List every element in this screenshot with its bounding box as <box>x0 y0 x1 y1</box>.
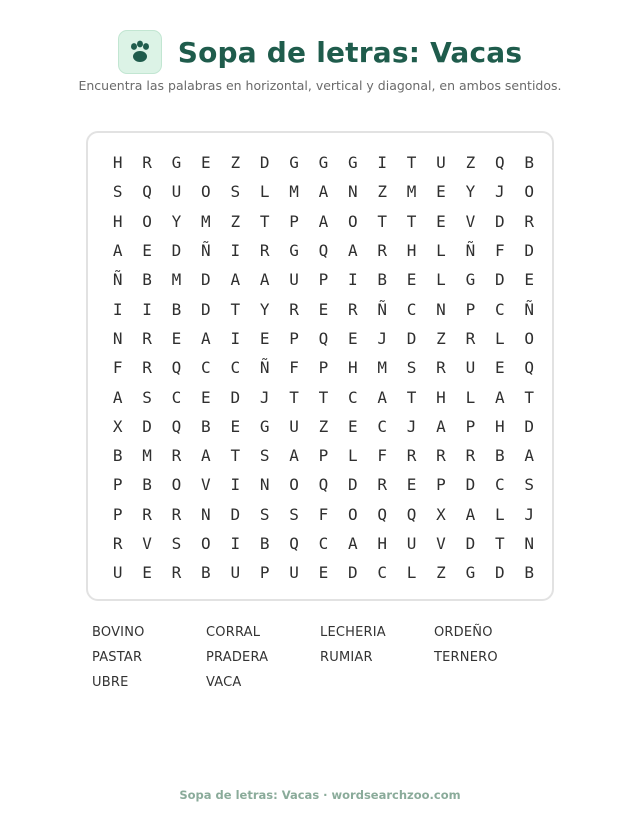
grid-cell[interactable]: A <box>377 387 388 407</box>
grid-cell[interactable]: Y <box>259 299 270 319</box>
grid-cell[interactable]: P <box>318 270 329 290</box>
puzzle-grid-box <box>86 131 554 601</box>
grid-cell[interactable]: A <box>259 270 270 290</box>
grid-cell[interactable]: P <box>318 446 329 466</box>
grid-cell[interactable]: V <box>201 475 211 495</box>
grid-cell[interactable]: D <box>201 299 211 319</box>
grid-cell[interactable]: C <box>201 358 211 378</box>
grid-cell[interactable]: J <box>259 387 270 407</box>
grid-cell[interactable]: B <box>201 416 211 436</box>
header <box>0 28 640 76</box>
grid-cell[interactable]: P <box>318 358 329 378</box>
grid-cell[interactable]: E <box>348 416 358 436</box>
grid-cell[interactable]: R <box>465 328 476 348</box>
grid-cell[interactable]: I <box>230 475 241 495</box>
grid-cell[interactable]: L <box>348 446 358 466</box>
grid-cell[interactable]: T <box>406 211 417 231</box>
grid-cell[interactable]: N <box>524 534 534 553</box>
grid-cell[interactable]: M <box>201 211 211 231</box>
grid-cell[interactable]: Z <box>230 153 241 173</box>
grid-cell[interactable]: R <box>524 211 534 231</box>
grid-cell[interactable]: T <box>289 387 299 407</box>
grid-cell[interactable]: U <box>171 182 182 202</box>
grid-cell[interactable]: G <box>348 153 358 173</box>
grid-cell[interactable]: P <box>289 328 299 348</box>
paw-icon <box>127 40 153 64</box>
grid-cell[interactable]: N <box>348 182 358 202</box>
grid-cell[interactable]: C <box>406 299 417 319</box>
grid-cell[interactable]: I <box>230 534 241 553</box>
word-list-item: VACA <box>206 675 242 690</box>
grid-cell[interactable]: E <box>201 153 211 173</box>
grid-cell[interactable]: D <box>494 563 505 583</box>
grid-cell[interactable]: A <box>436 416 446 436</box>
grid-cell[interactable]: C <box>494 475 505 495</box>
grid-cell[interactable]: R <box>436 358 446 378</box>
grid-cell[interactable]: B <box>524 153 534 173</box>
grid-cell[interactable]: I <box>230 328 241 348</box>
grid-cell[interactable]: A <box>318 182 329 202</box>
grid-cell[interactable]: M <box>171 270 182 290</box>
grid-cell[interactable]: P <box>289 211 299 231</box>
grid-cell[interactable]: E <box>406 475 417 495</box>
grid-cell[interactable]: R <box>406 446 417 466</box>
grid-cell[interactable]: D <box>494 270 505 290</box>
grid-cell[interactable]: I <box>377 153 388 173</box>
grid-cell[interactable]: L <box>494 328 505 348</box>
grid-cell[interactable]: D <box>524 241 534 261</box>
grid-cell[interactable]: O <box>171 475 182 495</box>
grid-cell[interactable]: C <box>318 534 329 553</box>
logo <box>118 30 162 74</box>
word-list-item: TERNERO <box>434 650 498 665</box>
grid-cell[interactable]: R <box>289 299 299 319</box>
grid-cell[interactable]: D <box>201 270 211 290</box>
grid-cell[interactable]: S <box>524 475 534 495</box>
grid-cell[interactable]: P <box>465 299 476 319</box>
grid-cell[interactable]: V <box>142 534 152 553</box>
grid-cell[interactable]: F <box>377 446 388 466</box>
grid-cell[interactable]: H <box>112 153 123 173</box>
word-list-item: ORDEÑO <box>434 625 493 640</box>
grid-cell[interactable]: S <box>142 387 152 407</box>
grid-cell[interactable]: U <box>465 358 476 378</box>
grid-cell[interactable]: U <box>289 416 299 436</box>
grid-cell[interactable]: Q <box>494 153 505 173</box>
grid-cell[interactable]: E <box>171 328 182 348</box>
grid-cell[interactable]: L <box>465 387 476 407</box>
grid-cell[interactable]: E <box>259 328 270 348</box>
grid-cell[interactable]: U <box>436 153 446 173</box>
grid-cell[interactable]: G <box>465 563 476 583</box>
grid-cell[interactable]: R <box>377 475 388 495</box>
grid-cell[interactable]: J <box>524 504 534 524</box>
grid-cell[interactable]: R <box>465 446 476 466</box>
grid-cell[interactable]: T <box>318 387 329 407</box>
grid-cell[interactable]: D <box>171 241 182 261</box>
word-list-item: PRADERA <box>206 650 269 665</box>
grid-cell[interactable]: I <box>348 270 358 290</box>
grid-cell[interactable]: Q <box>289 534 299 553</box>
grid-cell[interactable]: O <box>348 211 358 231</box>
grid-cell[interactable]: A <box>348 241 358 261</box>
grid-cell[interactable]: M <box>377 358 388 378</box>
grid-cell[interactable]: E <box>318 563 329 583</box>
grid-cell[interactable]: C <box>377 563 388 583</box>
grid-cell[interactable]: P <box>112 475 123 495</box>
grid-cell[interactable]: A <box>465 504 476 524</box>
page-title: Sopa de letras: Vacas <box>177 35 523 69</box>
grid-cell[interactable]: E <box>318 299 329 319</box>
grid-cell[interactable]: U <box>112 563 123 583</box>
grid-cell[interactable]: L <box>436 270 446 290</box>
grid-cell[interactable]: S <box>112 182 123 202</box>
grid-cell[interactable]: L <box>406 563 417 583</box>
word-list <box>92 625 548 700</box>
grid-cell[interactable]: E <box>494 358 505 378</box>
grid-cell[interactable]: E <box>230 416 241 436</box>
grid-cell[interactable]: R <box>142 358 152 378</box>
grid-cell[interactable]: H <box>112 211 123 231</box>
grid-cell[interactable]: U <box>289 270 299 290</box>
grid-cell[interactable]: Z <box>230 211 241 231</box>
grid-cell[interactable]: U <box>406 534 417 553</box>
grid-cell[interactable]: C <box>171 387 182 407</box>
grid-cell[interactable]: A <box>112 241 123 261</box>
grid-cell[interactable]: L <box>259 182 270 202</box>
grid-cell[interactable]: N <box>436 299 446 319</box>
grid-cell[interactable]: Y <box>465 182 476 202</box>
grid-cell[interactable]: Y <box>171 211 182 231</box>
grid-cell[interactable]: Q <box>406 504 417 524</box>
grid-cell[interactable]: G <box>289 153 299 173</box>
grid-cell[interactable]: B <box>112 446 123 466</box>
grid-cell[interactable]: Q <box>171 358 182 378</box>
word-list-item: PASTAR <box>92 650 143 665</box>
grid-cell[interactable]: A <box>348 534 358 553</box>
grid-cell[interactable]: G <box>465 270 476 290</box>
grid-cell[interactable]: V <box>465 211 476 231</box>
grid-cell[interactable]: R <box>112 534 123 553</box>
grid-cell[interactable]: Q <box>524 358 534 378</box>
grid-cell[interactable]: S <box>230 182 241 202</box>
grid-cell[interactable]: C <box>230 358 241 378</box>
grid-cell[interactable]: Z <box>436 563 446 583</box>
grid-cell[interactable]: T <box>230 299 241 319</box>
grid-cell[interactable]: I <box>142 299 152 319</box>
grid-cell[interactable]: B <box>524 563 534 583</box>
grid-cell[interactable]: N <box>259 475 270 495</box>
grid-cell[interactable]: Z <box>377 182 388 202</box>
grid-cell[interactable]: R <box>436 446 446 466</box>
grid-cell[interactable]: Ñ <box>465 241 476 261</box>
grid-cell[interactable]: D <box>230 504 241 524</box>
grid-cell[interactable]: Q <box>171 416 182 436</box>
grid-cell[interactable]: T <box>230 446 241 466</box>
grid-cell[interactable]: E <box>142 563 152 583</box>
grid-cell[interactable]: B <box>377 270 388 290</box>
grid-cell[interactable]: O <box>142 211 152 231</box>
grid-cell[interactable]: S <box>289 504 299 524</box>
grid-cell[interactable]: U <box>230 563 241 583</box>
grid-cell[interactable]: I <box>112 299 123 319</box>
grid-cell[interactable]: A <box>230 270 241 290</box>
grid-cell[interactable]: T <box>377 211 388 231</box>
grid-cell[interactable]: A <box>289 446 299 466</box>
grid-cell[interactable]: U <box>289 563 299 583</box>
grid-cell[interactable]: R <box>142 328 152 348</box>
grid-cell[interactable]: O <box>524 328 534 348</box>
grid-cell[interactable]: T <box>494 534 505 553</box>
grid-cell[interactable]: M <box>406 182 417 202</box>
grid-cell[interactable]: Ñ <box>524 299 534 319</box>
grid-cell[interactable]: S <box>171 534 182 553</box>
grid-cell[interactable]: T <box>406 387 417 407</box>
footer: Sopa de letras: Vacas · wordsearchzoo.com <box>179 788 461 802</box>
grid-cell[interactable]: E <box>406 270 417 290</box>
grid-cell[interactable]: E <box>348 328 358 348</box>
grid-cell[interactable]: B <box>494 446 505 466</box>
grid-cell[interactable]: R <box>142 504 152 524</box>
grid-cell[interactable]: H <box>348 358 358 378</box>
grid-cell[interactable]: R <box>142 153 152 173</box>
grid-cell[interactable]: D <box>230 387 241 407</box>
instructions: Encuentra las palabras en horizontal, vertical y diagonal, en ambos sentidos. <box>78 78 562 93</box>
grid-cell[interactable]: J <box>494 182 505 202</box>
grid-cell[interactable]: B <box>142 270 152 290</box>
grid-cell[interactable]: F <box>112 358 123 378</box>
grid-cell[interactable]: G <box>259 416 270 436</box>
grid-cell[interactable]: Z <box>318 416 329 436</box>
grid-cell[interactable]: G <box>318 153 329 173</box>
grid-cell[interactable]: Z <box>465 153 476 173</box>
grid-cell[interactable]: Ñ <box>112 270 123 290</box>
word-list-item: LECHERIA <box>320 625 386 640</box>
grid-cell[interactable]: F <box>318 504 329 524</box>
grid-cell[interactable]: B <box>142 475 152 495</box>
grid-cell[interactable]: L <box>494 504 505 524</box>
grid-cell[interactable]: Q <box>318 328 329 348</box>
grid-cell[interactable]: R <box>171 504 182 524</box>
grid-cell[interactable]: S <box>259 504 270 524</box>
grid-cell[interactable]: E <box>436 182 446 202</box>
grid-cell[interactable]: E <box>201 387 211 407</box>
grid-cell[interactable]: H <box>377 534 388 553</box>
grid-cell[interactable]: Q <box>377 504 388 524</box>
grid-cell[interactable]: D <box>465 475 476 495</box>
grid-cell[interactable]: D <box>142 416 152 436</box>
grid-cell[interactable]: C <box>377 416 388 436</box>
grid-cell[interactable]: B <box>259 534 270 553</box>
grid-cell[interactable]: A <box>201 446 211 466</box>
grid-cell[interactable]: D <box>524 416 534 436</box>
grid-cell[interactable]: V <box>436 534 446 553</box>
grid-cell[interactable]: H <box>494 416 505 436</box>
grid-cell[interactable]: A <box>112 387 123 407</box>
grid-cell[interactable]: P <box>436 475 446 495</box>
grid-cell[interactable]: R <box>171 446 182 466</box>
grid-cell[interactable]: O <box>289 475 299 495</box>
grid-cell[interactable]: Q <box>142 182 152 202</box>
grid-cell[interactable]: A <box>318 211 329 231</box>
word-list-item: CORRAL <box>206 625 261 640</box>
word-list-item: UBRE <box>92 675 129 690</box>
grid-cell[interactable]: P <box>112 504 123 524</box>
grid-cell[interactable]: H <box>406 241 417 261</box>
grid-cell[interactable]: F <box>289 358 299 378</box>
grid-cell[interactable]: S <box>406 358 417 378</box>
grid-cell[interactable]: O <box>524 182 534 202</box>
grid-cell[interactable]: D <box>348 475 358 495</box>
grid-cell[interactable]: D <box>494 211 505 231</box>
grid-cell[interactable]: O <box>201 534 211 553</box>
grid-cell[interactable]: Ñ <box>201 241 211 261</box>
grid-cell[interactable]: D <box>348 563 358 583</box>
grid-cell[interactable]: T <box>524 387 534 407</box>
grid-cell[interactable]: Ñ <box>377 299 388 319</box>
grid-cell[interactable]: D <box>406 328 417 348</box>
grid-cell[interactable]: D <box>259 153 270 173</box>
grid-cell[interactable]: T <box>406 153 417 173</box>
grid-cell[interactable]: O <box>201 182 211 202</box>
grid-cell[interactable]: D <box>465 534 476 553</box>
grid-cell[interactable]: Q <box>318 241 329 261</box>
grid-cell[interactable]: P <box>259 563 270 583</box>
grid-cell[interactable]: R <box>348 299 358 319</box>
grid-cell[interactable]: G <box>171 153 182 173</box>
grid-cell[interactable]: Ñ <box>259 358 270 378</box>
grid-cell[interactable]: F <box>494 241 505 261</box>
grid-cell[interactable]: R <box>171 563 182 583</box>
grid-cell[interactable]: A <box>201 328 211 348</box>
grid-cell[interactable]: A <box>494 387 505 407</box>
letter-grid <box>103 148 544 587</box>
grid-cell[interactable]: A <box>524 446 534 466</box>
grid-cell[interactable]: B <box>171 299 182 319</box>
grid-cell[interactable]: B <box>201 563 211 583</box>
grid-cell[interactable]: R <box>377 241 388 261</box>
grid-cell[interactable]: M <box>289 182 299 202</box>
grid-cell[interactable]: C <box>348 387 358 407</box>
grid-cell[interactable]: P <box>465 416 476 436</box>
grid-cell[interactable]: M <box>142 446 152 466</box>
grid-cell[interactable]: X <box>436 504 446 524</box>
grid-cell[interactable]: N <box>112 328 123 348</box>
grid-cell[interactable]: O <box>348 504 358 524</box>
grid-cell[interactable]: E <box>524 270 534 290</box>
grid-cell[interactable]: L <box>436 241 446 261</box>
grid-cell[interactable]: Q <box>318 475 329 495</box>
word-list-item: BOVINO <box>92 625 145 640</box>
grid-cell[interactable]: N <box>201 504 211 524</box>
grid-cell[interactable]: E <box>436 211 446 231</box>
grid-cell[interactable]: T <box>259 211 270 231</box>
grid-cell[interactable]: R <box>259 241 270 261</box>
word-list-item: RUMIAR <box>320 650 373 665</box>
grid-cell[interactable]: S <box>259 446 270 466</box>
grid-cell[interactable]: G <box>289 241 299 261</box>
grid-cell[interactable]: Z <box>436 328 446 348</box>
grid-cell[interactable]: X <box>112 416 123 436</box>
grid-cell[interactable]: J <box>377 328 388 348</box>
grid-cell[interactable]: I <box>230 241 241 261</box>
grid-cell[interactable]: C <box>494 299 505 319</box>
grid-cell[interactable]: H <box>436 387 446 407</box>
grid-cell[interactable]: J <box>406 416 417 436</box>
grid-cell[interactable]: E <box>142 241 152 261</box>
